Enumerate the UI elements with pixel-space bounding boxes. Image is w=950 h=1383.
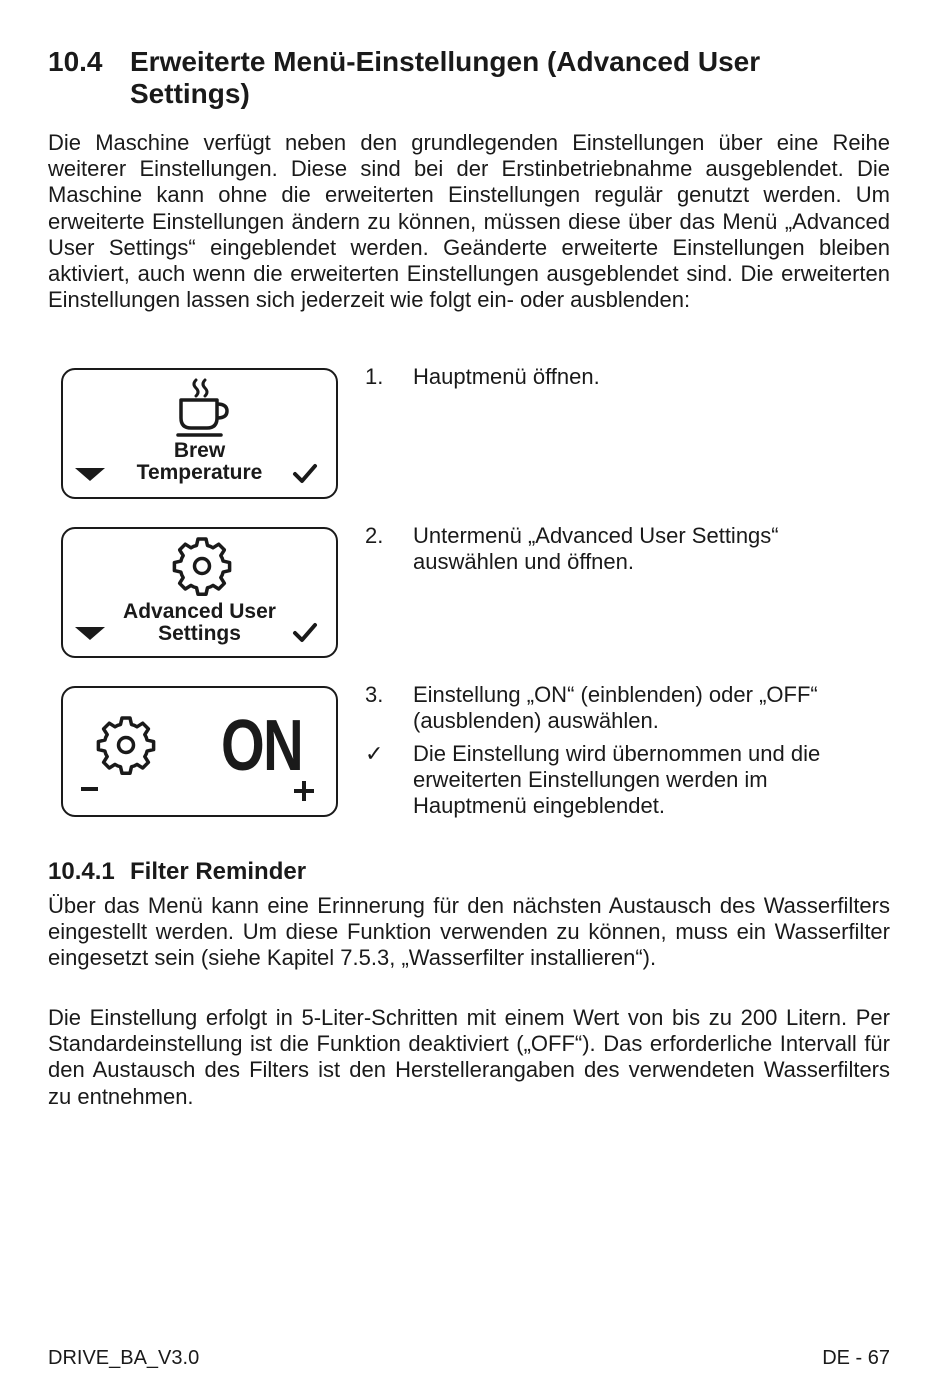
intro-paragraph: Die Maschine verfügt neben den grundlegenden Einstellungen über eine Reihe weiterer Einstellungen. Diese sind bei der Erstinbetriebnahme ausgeblendet. Die Maschine kann ohne die erweiterten Einstellungen regulär genutzt werden. Um erweiterte Einstellungen ändern zu können, müssen diese über das Menü „Advanced User Settings“ eingeblendet werden. Geänderte erweiterte Einstellungen bleiben aktiviert, auch wenn die erweiterten Einstellungen ausgeblendet sind. Die erweiterten Einstellungen lassen sich jederzeit wie folgt ein- oder ausblenden: [48,130,890,313]
down-arrow-icon [75,468,105,481]
coffee-cup-icon [173,376,233,442]
display-label-line2: Temperature [136,461,263,484]
display-advanced-toggle [61,686,338,817]
filter-paragraph-1: Über das Menü kann eine Erinnerung für den nächsten Austausch des Wasserfilters eingestellt werden. Um diese Funktion verwenden zu können, muss ein Wasserfilter eingesetzt sein (siehe Kapitel 7.5.3, „Wasserfilter installieren“). [48,893,890,971]
checkmark-icon: ✓ [365,741,384,766]
display-brew-temperature [61,368,338,499]
step-text: Untermenü „Advanced User Settings“ auswählen und öffnen. [413,523,779,575]
toggle-value: ON [221,706,303,786]
display-label-line2: Settings [158,622,241,645]
checkmark-icon [292,622,318,644]
footer-doc-id: DRIVE_BA_V3.0 [48,1347,200,1369]
step-text: Hauptmenü öffnen. [413,364,600,389]
filter-paragraph-2: Die Einstellung erfolgt in 5-Liter-Schritten mit einem Wert von bis zu 200 Litern. Per Standardeinstellung ist die Funktion deaktiviert („OFF“). Das erforderliche Intervall für den Austausch des Filters ist den Herstellerangaben des verwendeten Wasserfilters zu entnehmen. [48,1005,890,1109]
step-text: Die Einstellung wird übernommen und die erweiterten Einstellungen werden im Hauptmenü eingeblendet. [413,741,821,819]
display-label-line1: Advanced User [123,600,276,623]
gear-icon [171,535,233,597]
footer-page-number: DE - 67 [822,1347,890,1369]
subsection-title: Filter Reminder [130,858,307,885]
step-number: 3. [365,682,384,707]
step-number: 1. [365,364,384,389]
checkmark-icon [292,463,318,485]
section-title: Erweiterte Menü-Einstellungen (Advanced User Settings) [130,46,761,109]
subsection-number: 10.4.1 [48,858,115,885]
section-number: 10.4 [48,46,103,77]
gear-icon [95,714,157,776]
display-advanced-user-settings [61,527,338,658]
down-arrow-icon [75,627,105,640]
step-number: 2. [365,523,384,548]
plus-icon [294,781,314,801]
minus-icon [81,787,98,791]
step-text: Einstellung „ON“ (einblenden) oder „OFF“ (ausblenden) auswählen. [413,682,818,734]
display-label-line1: Brew [173,439,226,462]
manual-page [48,0,890,1383]
